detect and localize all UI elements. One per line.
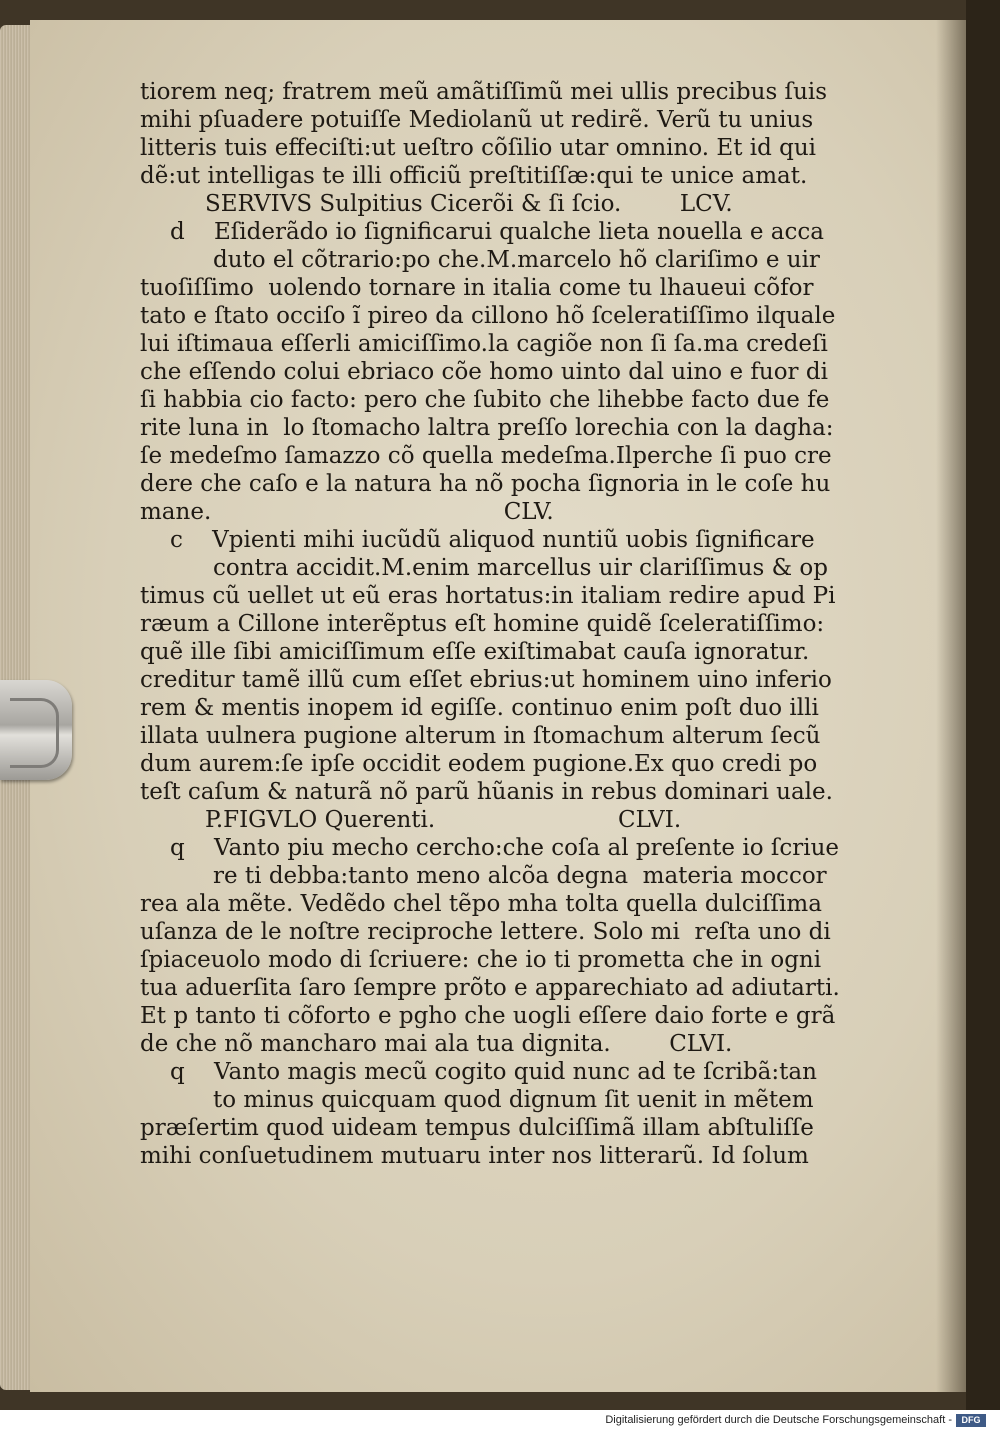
text-line: SERVIVS Sulpitius Cicerõi & ſi ſcio. LCV. <box>205 191 733 217</box>
page-clip <box>0 680 72 780</box>
text-line: ſe medeſmo ſamazzo cõ quella medeſma.Ilperche ſi puo cre <box>140 443 832 469</box>
gutter-shadow <box>936 20 970 1392</box>
text-line: dere che caſo e la natura ha nõ pocha ſignoria in le coſe hu <box>140 471 831 497</box>
text-line: to minus quicquam quod dignum ſit uenit in mẽtem <box>213 1087 814 1113</box>
text-line: uſanza de le noſtre reciproche lettere. Solo mi reſta uno di <box>140 919 831 945</box>
dfg-logo: DFG <box>956 1414 986 1427</box>
text-line: teſt caſum & naturã nõ parũ hũanis in rebus dominari uale. <box>140 779 833 805</box>
text-line: che eſſendo colui ebriaco cõe homo uinto dal uino e fuor di <box>140 359 828 385</box>
text-line: c Vpienti mihi iucũdũ aliquod nuntiũ uobis ſignificare <box>170 527 815 553</box>
text-line: illata uulnera pugione alterum in ſtomachum alterum ſecũ <box>140 723 821 749</box>
text-line: dẽ:ut intelligas te illi officiũ preſtitiſſæ:qui te unice amat. <box>140 163 808 189</box>
text-line: mane. CLV. <box>140 499 554 525</box>
text-line: mihi conſuetudinem mutuaru inter nos litterarũ. Id ſolum <box>140 1143 809 1169</box>
text-line: creditur tamẽ illũ cum eſſet ebrius:ut hominem uino inferio <box>140 667 832 693</box>
text-line: ſi habbia cio facto: pero che ſubito che lihebbe facto due fe <box>140 387 830 413</box>
text-line: contra accidit.M.enim marcellus uir clariſſimus & op <box>213 555 828 581</box>
text-line: Et p tanto ti cõforto e pgho che uogli eſſere daio forte e grã <box>140 1003 836 1029</box>
text-line: ræum a Cillone interẽptus eſt homine quidẽ ſceleratiſſimo: <box>140 611 825 637</box>
text-line: tuoſiſſimo uolendo tornare in italia come tu lhaueui cõfor <box>140 275 814 301</box>
text-line: tiorem neq; fratrem meũ amãtiſſimũ mei ullis precibus ſuis <box>140 79 828 105</box>
text-line: tua aduerſita ſaro ſempre prõto e apparechiato ad adiutarti. <box>140 975 840 1001</box>
text-line: quẽ ille ſibi amiciſſimum eſſe exiſtimabat cauſa ignoratur. <box>140 639 810 665</box>
text-line: mihi pſuadere potuiſſe Mediolanũ ut redirẽ. Verũ tu unius <box>140 107 814 133</box>
text-line: de che nõ mancharo mai ala tua dignita. CLVI. <box>140 1031 733 1057</box>
text-line: lui iſtimaua eſſerli amiciſſimo.la cagiõe non ſi ſa.ma credeſi <box>140 331 828 357</box>
text-line: rem & mentis inopem id egiſſe. continuo enim poſt duo illi <box>140 695 819 721</box>
text-line: P.FIGVLO Querenti. CLVI. <box>205 807 682 833</box>
text-line: timus cũ uellet ut eũ eras hortatus:in italiam redire apud Pi <box>140 583 836 609</box>
text-line: rea ala mẽte. Vedẽdo chel tẽpo mha tolta quella dulciſſima <box>140 891 822 917</box>
text-line: q Vanto magis mecũ cogito quid nunc ad te ſcribã:tan <box>170 1059 817 1085</box>
text-line: re ti debba:tanto meno alcõa degna materia moccor <box>213 863 827 889</box>
text-line: d Eſiderãdo io ſignificarui qualche lieta nouella e acca <box>170 219 824 245</box>
text-line: duto el cõtrario:po che.M.marcelo hõ clariſimo e uir <box>213 247 820 273</box>
facing-page-edge <box>966 0 1000 1410</box>
footer-bar <box>0 1410 1000 1431</box>
text-line: ſpiaceuolo modo di ſcriuere: che io ti prometta che in ogni <box>140 947 822 973</box>
text-line: q Vanto piu mecho cercho:che coſa al preſente io ſcriue <box>170 835 840 861</box>
text-line: rite luna in lo ſtomacho laltra preſſo lorechia con la dagha: <box>140 415 834 441</box>
text-line: tato e ſtato occiſo ĩ pireo da cillono hõ ſceleratiſſimo ilquale <box>140 303 836 329</box>
text-line: dum aurem:ſe ipſe occidit eodem pugione.Ex quo credi po <box>140 751 818 777</box>
funding-credit: Digitalisierung gefördert durch die Deutsche Forschungsgemeinschaft - <box>605 1414 952 1426</box>
text-line: præſertim quod uideam tempus dulciſſimã illam abſtuliſſe <box>140 1115 814 1141</box>
text-line: litteris tuis effeciſti:ut ueſtro cõſilio utar omnino. Et id qui <box>140 135 817 161</box>
